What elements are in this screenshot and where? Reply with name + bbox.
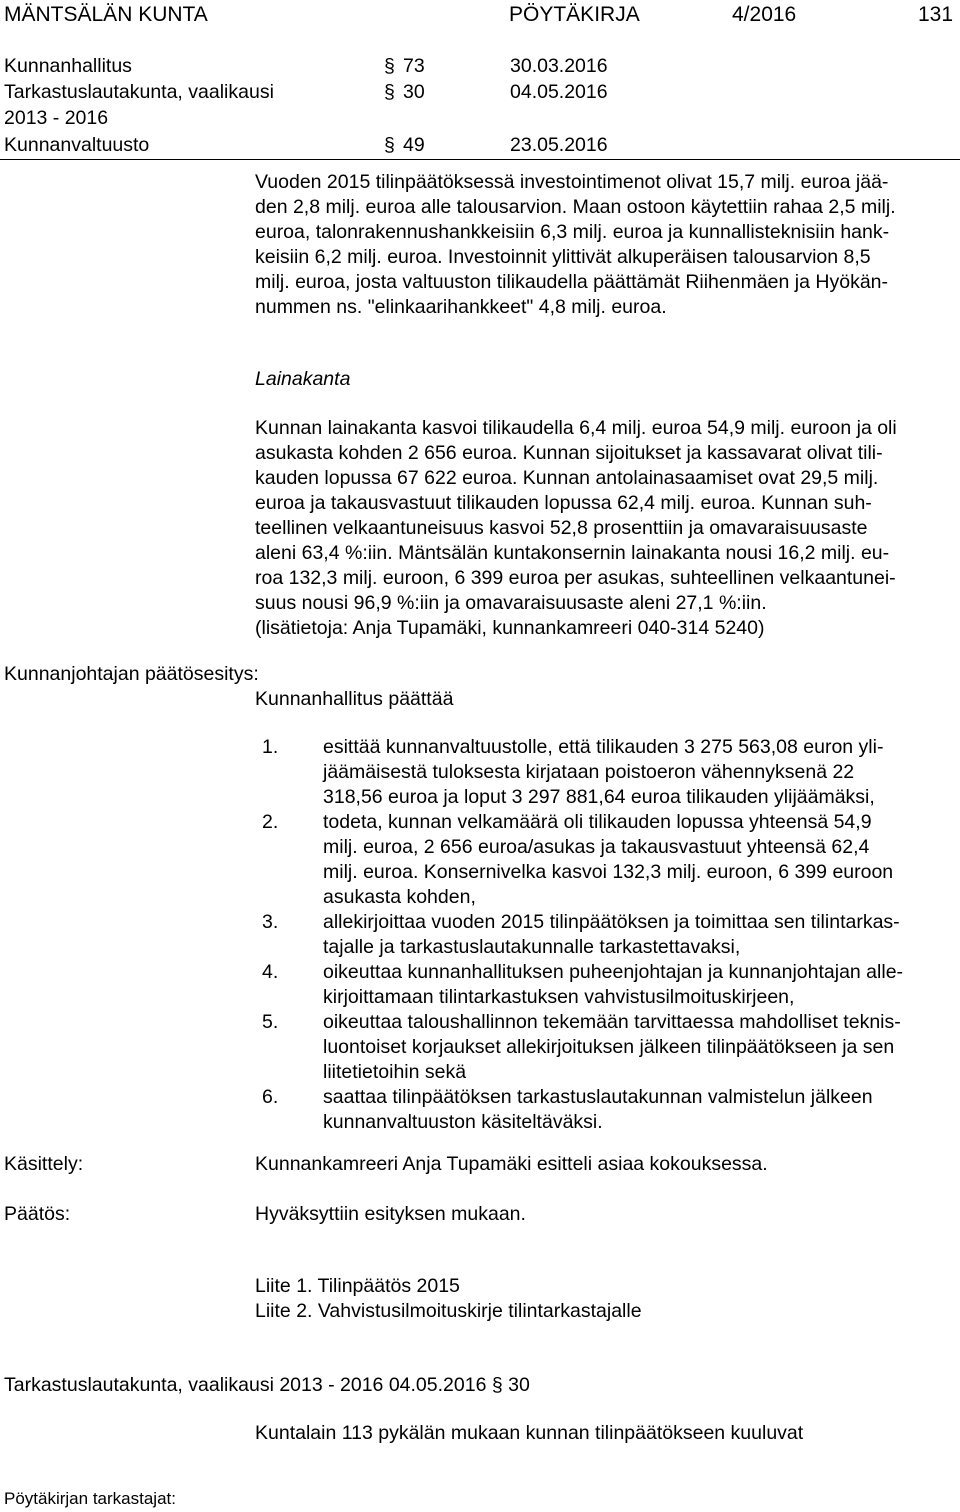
item-line: liitetietoihin sekä bbox=[323, 1061, 467, 1083]
attachment-item: Liite 2. Vahvistusilmoituskirje tilintarkastajalle bbox=[255, 1300, 642, 1322]
paragraph-line: euroa ja takausvastuut tilikauden lopussa 62,4 milj. euroa. Kunnan suh- bbox=[255, 492, 872, 514]
item-number: 3. bbox=[262, 911, 279, 933]
paragraph-line: nummen ns. "elinkaarihankkeet" 4,8 milj. euroa. bbox=[255, 296, 667, 318]
item-line: 318,56 euroa ja loput 3 297 881,64 euroa tilikauden ylijäämäksi, bbox=[323, 786, 875, 808]
paragraph-line: milj. euroa, josta valtuuston tilikaudella päättämät Riihenmäen ja Hyökän- bbox=[255, 271, 888, 293]
loan-heading: Lainakanta bbox=[255, 368, 351, 390]
item-line: oikeuttaa kunnanhallituksen puheenjohtajan ja kunnanjohtajan alle- bbox=[323, 961, 904, 983]
item-line: tajalle ja tarkastuslautakunnalle tarkastettavaksi, bbox=[323, 936, 741, 958]
list-item bbox=[255, 810, 955, 910]
section-number: 30 bbox=[403, 81, 425, 103]
paragraph-line: aleni 63,4 %:iin. Mäntsälän kuntakonsernin lainakanta nousi 16,2 milj. eu- bbox=[255, 542, 890, 564]
list-item bbox=[255, 960, 955, 1010]
paragraph-line: keisiin 6,2 milj. euroa. Investoinnit ylittivät alkuperäisen talousarvion 8,5 bbox=[255, 246, 871, 268]
meeting-body: Kunnanhallitus bbox=[4, 55, 132, 77]
audit-committee-text: Kuntalain 113 pykälän mukaan kunnan tilinpäätökseen kuuluvat bbox=[255, 1422, 804, 1444]
meeting-date: 30.03.2016 bbox=[510, 55, 608, 77]
meeting-date: 23.05.2016 bbox=[510, 134, 608, 156]
decision-label: Päätös: bbox=[4, 1203, 71, 1225]
paragraph-line: teellinen velkaantuneisuus kasvoi 52,8 prosenttiin ja omavaraisuusaste bbox=[255, 517, 868, 539]
header-divider bbox=[0, 159, 960, 160]
meeting-body: Tarkastuslautakunta, vaalikausi bbox=[4, 81, 274, 103]
item-line: allekirjoittaa vuoden 2015 tilinpäätöksen ja toimittaa sen tilintarkas- bbox=[323, 911, 900, 933]
item-line: jäämäisestä tuloksesta kirjataan poistoeron vähennyksenä 22 bbox=[323, 761, 855, 783]
proposal-intro: Kunnanhallitus päättää bbox=[255, 688, 454, 710]
paragraph-line: roa 132,3 milj. euroon, 6 399 euroa per asukas, suhteellinen velkaantunei- bbox=[255, 567, 896, 589]
item-line: asukasta kohden, bbox=[323, 886, 476, 908]
item-number: 5. bbox=[262, 1011, 279, 1033]
meeting-date: 04.05.2016 bbox=[510, 81, 608, 103]
paragraph-line: suus nousi 96,9 %:iin ja omavaraisuusaste aleni 27,1 %:iin. bbox=[255, 592, 767, 614]
minutes-checkers-label: Pöytäkirjan tarkastajat: bbox=[4, 1489, 176, 1508]
handling-label: Käsittely: bbox=[4, 1153, 84, 1175]
paragraph-line: den 2,8 milj. euroa alle talousarvion. Maan ostoon käytettiin rahaa 2,5 milj. bbox=[255, 196, 896, 218]
section-mark: § bbox=[384, 134, 395, 156]
issue-number: 4/2016 bbox=[732, 3, 797, 26]
item-number: 1. bbox=[262, 736, 279, 758]
item-line: todeta, kunnan velkamäärä oli tilikauden lopussa yhteensä 54,9 bbox=[323, 811, 872, 833]
paragraph-line: euroa, talonrakennushankkeisiin 6,3 milj. euroa ja kunnallisteknisiin hank- bbox=[255, 221, 890, 243]
item-line: milj. euroa, 2 656 euroa/asukas ja takausvastuut yhteensä 62,4 bbox=[323, 836, 870, 858]
item-line: oikeuttaa taloushallinnon tekemään tarvittaessa mahdolliset teknis- bbox=[323, 1011, 901, 1033]
item-line: kunnanvaltuuston käsiteltäväksi. bbox=[323, 1111, 603, 1133]
section-mark: § bbox=[384, 55, 395, 77]
document-type: PÖYTÄKIRJA bbox=[509, 3, 640, 26]
meeting-body: 2013 - 2016 bbox=[4, 107, 109, 129]
attachment-item: Liite 1. Tilinpäätös 2015 bbox=[255, 1275, 460, 1297]
paragraph-line: kauden lopussa 67 622 euroa. Kunnan antolainasaamiset ovat 29,5 milj. bbox=[255, 467, 879, 489]
item-number: 4. bbox=[262, 961, 279, 983]
list-item bbox=[255, 1085, 955, 1135]
meeting-body: Kunnanvaltuusto bbox=[4, 134, 150, 156]
item-line: milj. euroa. Konsernivelka kasvoi 132,3 milj. euroon, 6 399 euroon bbox=[323, 861, 894, 883]
audit-committee-reference: Tarkastuslautakunta, vaalikausi 2013 - 2016 04.05.2016 § 30 bbox=[4, 1374, 530, 1396]
section-mark: § bbox=[384, 81, 395, 103]
list-item bbox=[255, 910, 955, 960]
proposal-list bbox=[255, 735, 955, 1135]
item-number: 2. bbox=[262, 811, 279, 833]
section-number: 49 bbox=[403, 134, 425, 156]
page-number: 131 bbox=[918, 3, 954, 26]
item-line: esittää kunnanvaltuustolle, että tilikauden 3 275 563,08 euron yli- bbox=[323, 736, 884, 758]
handling-text: Kunnankamreeri Anja Tupamäki esitteli asiaa kokouksessa. bbox=[255, 1153, 768, 1175]
paragraph-line: (lisätietoja: Anja Tupamäki, kunnankamreeri 040-314 5240) bbox=[255, 617, 765, 639]
item-line: luontoiset korjaukset allekirjoituksen jälkeen tilinpäätökseen ja sen bbox=[323, 1036, 895, 1058]
item-line: kirjoittamaan tilintarkastuksen vahvistusilmoituskirjeen, bbox=[323, 986, 795, 1008]
proposal-label: Kunnanjohtajan päätösesitys: bbox=[4, 663, 259, 685]
item-line: saattaa tilinpäätöksen tarkastuslautakunnan valmistelun jälkeen bbox=[323, 1086, 873, 1108]
paragraph-line: Kunnan lainakanta kasvoi tilikaudella 6,4 milj. euroa 54,9 milj. euroon ja oli bbox=[255, 417, 897, 439]
paragraph-line: asukasta kohden 2 656 euroa. Kunnan sijoitukset ja kassavarat olivat tili- bbox=[255, 442, 883, 464]
intro-paragraph bbox=[255, 170, 955, 320]
item-number: 6. bbox=[262, 1086, 279, 1108]
section-number: 73 bbox=[403, 55, 425, 77]
loan-paragraph bbox=[255, 416, 955, 641]
list-item bbox=[255, 735, 955, 810]
decision-text: Hyväksyttiin esityksen mukaan. bbox=[255, 1203, 526, 1225]
paragraph-line: Vuoden 2015 tilinpäätöksessä investointimenot olivat 15,7 milj. euroa jää- bbox=[255, 171, 889, 193]
org-name: MÄNTSÄLÄN KUNTA bbox=[4, 3, 208, 26]
list-item bbox=[255, 1010, 955, 1085]
